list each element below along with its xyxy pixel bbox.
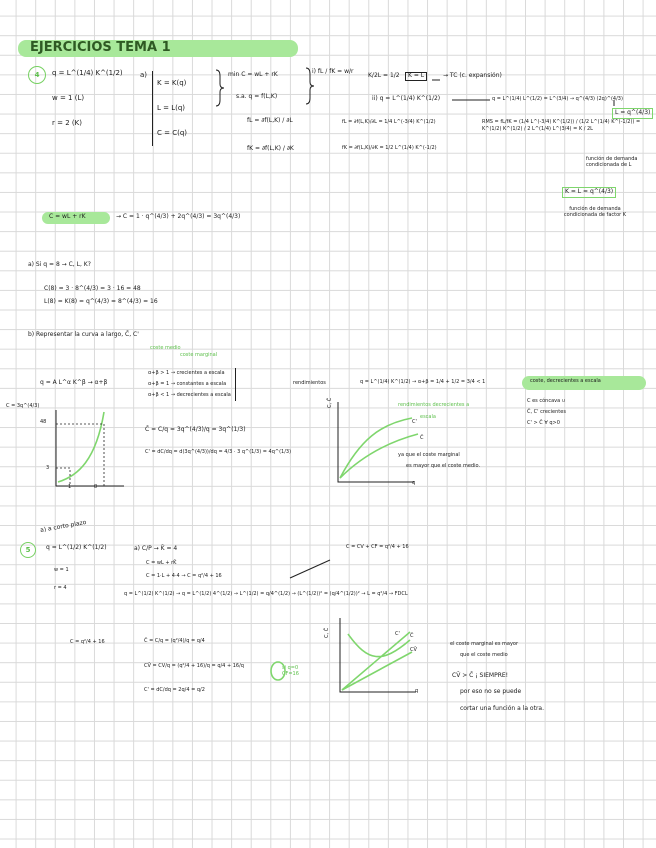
rms: RMS = fL/fK = (1/4 L^(-3/4) K^(1/2)) / (1/2 L^(1/4) K^(-1/2)) = K^(1/2) K^(1/2) / 2 L^(1/4) L^(3/4) = K / 2L <box>482 119 641 132</box>
curve-note-1: rendimientos decrecientes a <box>398 402 470 408</box>
ex5-heading: a) a corto plazo <box>39 518 87 535</box>
ex5-label-cmean: C̄ <box>410 633 414 639</box>
cmarg-eq: C' = dC/dq = d(3q^(4/3))/dq = 4/3 · 3 q^(1/3) = 4q^(1/3) <box>145 449 292 455</box>
given-w: w = 1 (L) <box>52 94 85 102</box>
q-chain: q = L^(1/4) L^(1/2) = L^(3/4) → q^(4/3) (2q)^(4/3) <box>492 96 623 102</box>
fixed-cost-note: si q=0 CF=16 <box>282 665 299 677</box>
x-tick-1: 1 <box>68 484 72 490</box>
ex5-ineq: CV̄ > C̄ ¡ SIEMPRE! <box>452 672 509 679</box>
ex5-w: w = 1 <box>54 567 69 573</box>
ex5-cvf: C = CV + CF = q²/4 + 16 <box>346 544 409 550</box>
cost-result: → C = 1 · q^(4/3) + 2q^(4/3) = 3q^(4/3) <box>116 213 241 220</box>
y-tick-48: 48 <box>40 419 47 425</box>
box-L: L = q^(4/3) <box>612 108 653 119</box>
ex5-c1: C = wL + rK̄ <box>146 560 177 566</box>
ex5-r: r = 4 <box>54 585 67 591</box>
curve-note-2: escala <box>420 414 436 420</box>
page-title: EJERCICIOS TEMA 1 <box>30 40 171 55</box>
graph1-axes <box>56 410 124 486</box>
box-K: K = L = q^(4/3) <box>562 187 616 198</box>
cost-notes: C es cóncava ∪ C̄, C' crecientes C' > C̄ ∀ q>0 <box>527 398 566 426</box>
fn-K-note: función de demanda condicionada de factor K <box>563 206 627 218</box>
graph1-guide-3 <box>56 468 70 486</box>
graph2-curve-cmean <box>340 434 418 478</box>
expansion-note: → TC (c. expansión) <box>443 72 502 79</box>
cm-note-1: ya que el coste marginal <box>398 452 460 458</box>
ex5-chain: q = L^(1/2) K^(1/2) → q = L^(1/2) 4^(1/2) → L^(1/2) = q/4^(1/2) → (L^(1/2))² = (q/4^(1/2))² → L = q²/4 → FDCL <box>124 591 408 597</box>
cost-label-marginal: coste marginal <box>180 352 218 358</box>
curve-label-cmean: C̄ <box>420 435 424 441</box>
ex5-axis-c: C, C̄ <box>324 627 331 638</box>
ex5-c2: C = 1·L + 4·4 → C = q²/4 + 16 <box>146 573 222 579</box>
y-tick-3: 3 <box>46 465 50 471</box>
fL-val: fL = ∂f(L,K)/∂L = 1/4 L^(-3/4) K^(1/2) <box>342 119 436 125</box>
ex5-note-1: el coste marginal es mayor <box>450 641 519 647</box>
ex5-note-2: que el coste medio <box>460 652 508 658</box>
ex5-cm2: CV̄ = CV/q = (q²/4 + 16)/q = q/4 + 16/q <box>144 663 244 669</box>
lagr-ii: ii) q = L^(1/4) K^(1/2) <box>372 95 441 102</box>
graph1-guide-48 <box>56 424 104 486</box>
given-r: r = 2 (K) <box>52 119 82 127</box>
q-sum: q = L^(1/4) K^(1/2) → α+β = 1/4 + 1/2 = 3/4 < 1 <box>360 379 486 385</box>
cost-pill-text: C = wL + rK <box>49 213 86 220</box>
part-a-label: a) <box>140 71 148 79</box>
ex5-reason-1: por eso no se puede <box>460 688 522 695</box>
arrow-cvf <box>290 560 330 578</box>
graph3-axes <box>340 618 416 692</box>
axis-q-label: q <box>412 480 416 486</box>
brace-1 <box>216 70 224 106</box>
ex5-cp: a) C/P → K̄ = 4 <box>134 545 178 552</box>
curve-label-cprime: C' <box>412 419 417 425</box>
fixed-cost-circle <box>271 662 285 680</box>
ex5-cm1: C̄ = C/q = (q²/4)/q = q/4 <box>144 638 205 644</box>
brace-2 <box>306 68 314 104</box>
ex5-axis-q: q <box>415 688 419 694</box>
ex5-cm3: C' = dC/dq = 2q/4 = q/2 <box>144 687 205 693</box>
exercise-number: 4 <box>28 66 46 84</box>
question-q8: a) Si q = 8 → C, L, K? <box>28 261 91 268</box>
graph3-curve-cv <box>348 631 410 657</box>
st-label: s.a. q = f(L,K) <box>236 93 278 100</box>
ex5-q: q = L^(1/2) K^(1/2) <box>46 544 107 551</box>
k-sys: K/2L = 1/2 <box>368 72 400 79</box>
fK-val: fK = ∂f(L,K)/∂K = 1/2 L^(1/4) K^(-1/2) <box>342 145 437 151</box>
ex5-c-eq: C = q²/4 + 16 <box>70 639 105 645</box>
decreasing-pill-text: coste, decrecientes a escala <box>530 378 601 384</box>
fn-L-note: función de demanda condicionada de L <box>586 156 638 168</box>
min-label: min C = wL + rK <box>228 71 278 78</box>
fK-def: fK = ∂f(L,K) / ∂K <box>247 145 294 152</box>
x-tick-8: 8 <box>94 484 98 490</box>
fL-def: fL = ∂f(L,K) / ∂L <box>247 117 293 124</box>
axis-c-label: C, C̄ <box>327 397 334 408</box>
ex5-label-cv: CV̄ <box>410 647 417 653</box>
k-box: K = L <box>405 72 427 81</box>
graph3-curve-cmean <box>342 652 412 690</box>
c-at-8: C(8) = 3 · 8^(4/3) = 3 · 16 = 48 <box>44 285 141 292</box>
cobb-douglas: q = A L^α K^β → α+β <box>40 379 108 386</box>
scale-cases: α+β > 1 → crecientes a escala α+β = 1 → constantes a escala α+β < 1 → decrecientes a escala <box>148 368 236 401</box>
exercise-number-5: 5 <box>20 542 36 558</box>
graph1-curve <box>58 412 104 482</box>
a-system: K = K(q) L = L(q) C = C(q) <box>152 71 187 146</box>
cmean-eq: C̄ = C/q = 3q^(4/3)/q = 3q^(1/3) <box>145 426 246 433</box>
ex5-reason-2: cortar una función a la otra. <box>460 705 545 712</box>
cm-note-2: es mayor que el coste medio. <box>406 463 481 469</box>
ex5-label-cprime: C' <box>395 631 400 637</box>
l-at-8: L(8) = K(8) = q^(4/3) = 8^(4/3) = 16 <box>44 298 158 305</box>
c-fn-label: C = 3q^(4/3) <box>6 403 40 409</box>
given-q: q = L^(1/4) K^(1/2) <box>52 69 123 77</box>
lagr-i: i) fL / fK = w/r <box>312 68 354 75</box>
part-b-heading: b) Representar la curva a largo, C̄, C' <box>28 331 139 338</box>
rendimientos: rendimientos <box>293 380 326 386</box>
cost-label-medio: coste medio <box>150 345 181 351</box>
